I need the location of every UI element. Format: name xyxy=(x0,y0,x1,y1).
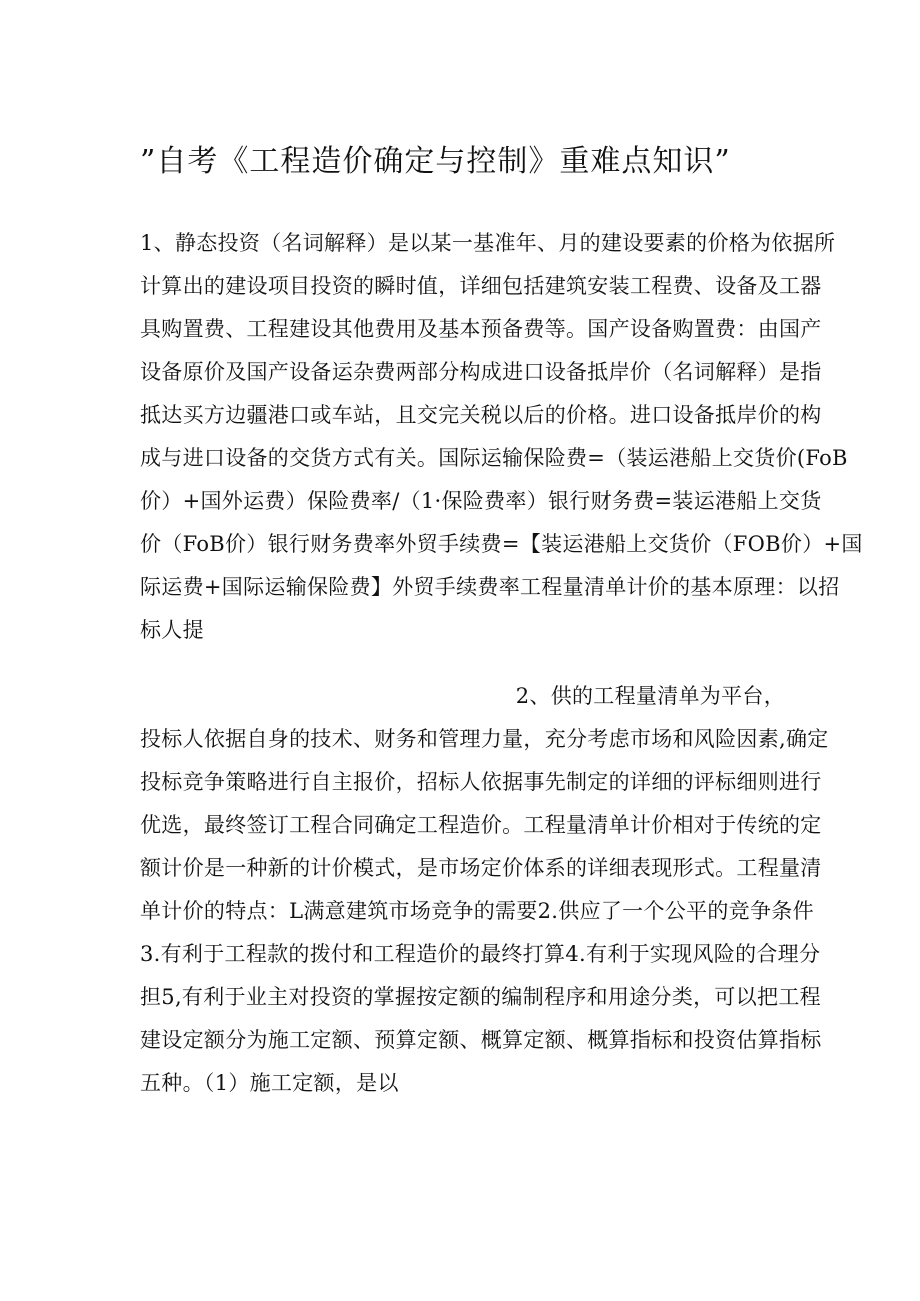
paragraph-1-line-2: 计算出的建设项目投资的瞬时值，详细包括建筑安装工程费、设备及工器 xyxy=(140,274,822,298)
paragraph-2-line-7: 担5,有利于业主对投资的掌握按定额的编制程序和用途分类，可以把工程 xyxy=(140,985,821,1009)
paragraph-2-line-5: 单计价的特点：L满意建筑市场竞争的需要2.供应了一个公平的竞争条件 xyxy=(140,899,814,923)
paragraph-2-line-4: 额计价是一种新的计价模式，是市场定价体系的详细表现形式。工程量清 xyxy=(140,856,822,880)
paragraph-2-line-2: 投标竞争策略进行自主报价，招标人依据事先制定的详细的评标细则进行 xyxy=(140,770,822,794)
paragraph-1-line-5: 抵达买方边疆港口或车站，且交完关税以后的价格。进口设备抵岸价的构 xyxy=(140,403,822,427)
paragraph-2-heading: 2、供的工程量清单为平台， xyxy=(515,684,785,708)
paragraph-1-line-10: 标人提 xyxy=(140,618,204,642)
paragraph-1-line-1: 1、静态投资（名词解释）是以某一基准年、月的建设要素的价格为依据所 xyxy=(140,231,836,255)
paragraph-2-line-3: 优选，最终签订工程合同确定工程造价。工程量清单计价相对于传统的定 xyxy=(140,813,822,837)
paragraph-1-line-8: 价（FoB价）银行财务费率外贸手续费=【装运港船上交货价（FOB价）+国 xyxy=(140,532,863,556)
paragraph-1-line-3: 具购置费、工程建设其他费用及基本预备费等。国产设备购置费：由国产 xyxy=(140,317,822,341)
paragraph-1-line-9: 际运费+国际运输保险费】外贸手续费率工程量清单计价的基本原理：以招 xyxy=(140,575,840,599)
paragraph-2-line-1: 投标人依据自身的技术、财务和管理力量，充分考虑市场和风险因素,确定 xyxy=(140,727,829,751)
paragraph-2-line-6: 3.有利于工程款的拨付和工程造价的最终打算4.有利于实现风险的合理分 xyxy=(140,942,821,966)
paragraph-2-line-9: 五种。（1）施工定额，是以 xyxy=(140,1071,399,1095)
paragraph-1-line-4: 设备原价及国产设备运杂费两部分构成进口设备抵岸价（名词解释）是指 xyxy=(140,360,822,384)
document-title: ”自考《工程造价确定与控制》重难点知识” xyxy=(140,144,731,179)
paragraph-2-line-8: 建设定额分为施工定额、预算定额、概算定额、概算指标和投资估算指标 xyxy=(140,1028,822,1052)
paragraph-1-line-6: 成与进口设备的交货方式有关。国际运输保险费=（装运港船上交货价(FoB xyxy=(140,446,848,470)
paragraph-1-line-7: 价）+国外运费）保险费率/（1·保险费率）银行财务费=装运港船上交货 xyxy=(140,489,822,513)
